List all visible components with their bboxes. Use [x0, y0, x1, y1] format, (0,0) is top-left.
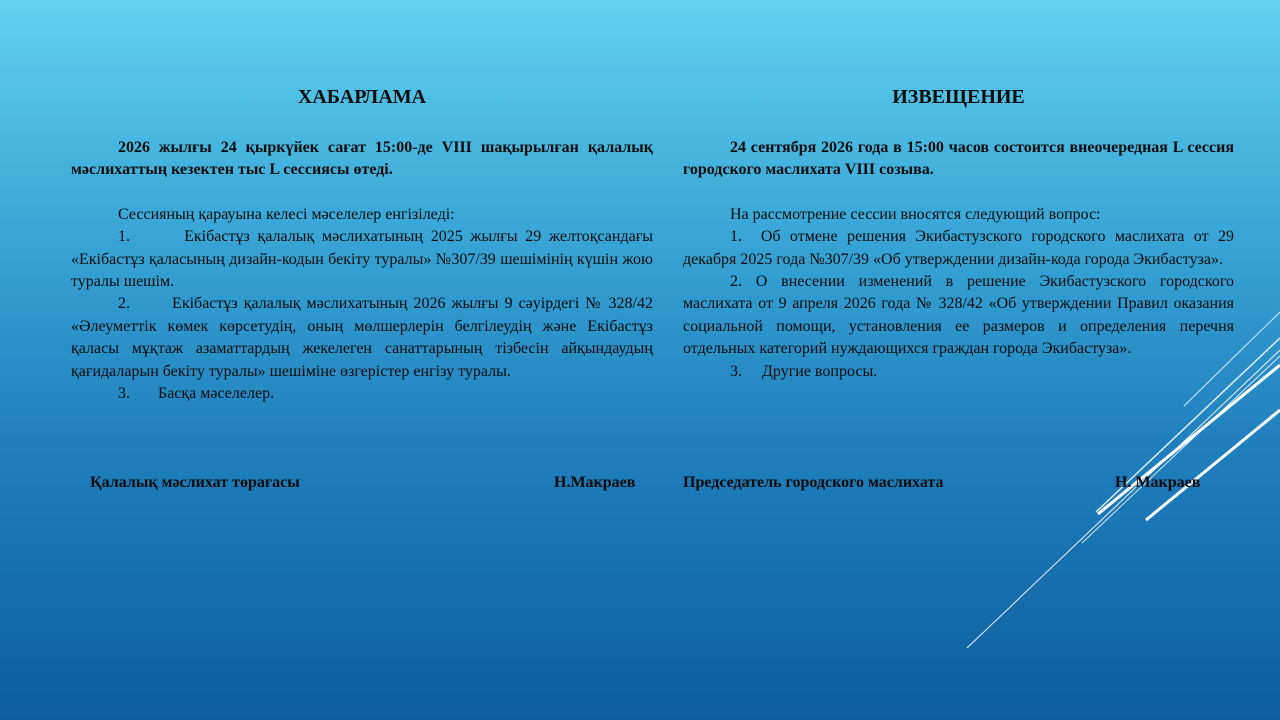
- deco-line: [967, 350, 1280, 648]
- agenda-item: 1. Екібастұз қалалық мәслихатының 2025 жылғы 29 желтоқсандағы «Екібастұз қаласының дизайн-кодын бекіту туралы» №307/39 шешімінің күшін жою туралы шешім.: [71, 228, 653, 291]
- agenda-item: 2. Екібастұз қалалық мәслихатының 2026 жылғы 9 сәуірдегі № 328/42 «Әлеуметтік көмек көрсетудің, оның мөлшерлерін белгілеудің және Екібастұз қаласы мұқтаж азаматтардың жекелеген санаттарының тізбесін айқындаудың қағидаларын бекіту туралы» шешіміне өзгерістер енгізу туралы.: [71, 295, 653, 380]
- signature-role: Председатель городского маслихата: [683, 474, 944, 491]
- agenda-intro: На рассмотрение сессии вносятся следующий вопрос:: [730, 205, 1101, 223]
- agenda-item: 3. Другие вопросы.: [730, 362, 878, 380]
- agenda-item: 3. Басқа мәселелер.: [118, 385, 275, 403]
- agenda-intro: Сессияның қарауына келесі мәселелер енгізіледі:: [118, 205, 455, 223]
- notice-lead: 2026 жылғы 24 қыркүйек сағат 15:00-де VIII шақырылған қалалық мәслихаттың кезектен тыс L сессиясы өтеді.: [71, 139, 653, 179]
- signature-role: Қалалық мәслихат төрағасы: [90, 474, 300, 491]
- deco-line: [1082, 356, 1280, 543]
- deco-line: [1146, 410, 1280, 520]
- signature-name: Н.Макраев: [554, 474, 636, 491]
- agenda-item: 1. Об отмене решения Экибастузского городского маслихата от 29 декабря 2025 года №307/39 «Об утверждении дизайн-кода города Экибастуза».: [683, 228, 1234, 268]
- notice-title: ХАБАРЛАМА: [297, 86, 427, 108]
- kazakh-notice: [71, 84, 653, 405]
- notice-title: ИЗВЕЩЕНИЕ: [892, 86, 1025, 108]
- agenda-item: 2. О внесении изменений в решение Экибастузского городского маслихата от 9 апреля 2026 года № 328/42 «Об утверждении Правил оказания социальной помощи, установления ее размеров и определения перечня отдельных категорий нуждающихся граждан города Экибастуза».: [683, 273, 1234, 358]
- signature-name: Н. Макраев: [1115, 474, 1201, 491]
- notice-lead: 24 сентября 2026 года в 15:00 часов состоится внеочередная L сессия городского маслихата VIII созыва.: [683, 139, 1234, 179]
- russian-notice: [683, 84, 1234, 383]
